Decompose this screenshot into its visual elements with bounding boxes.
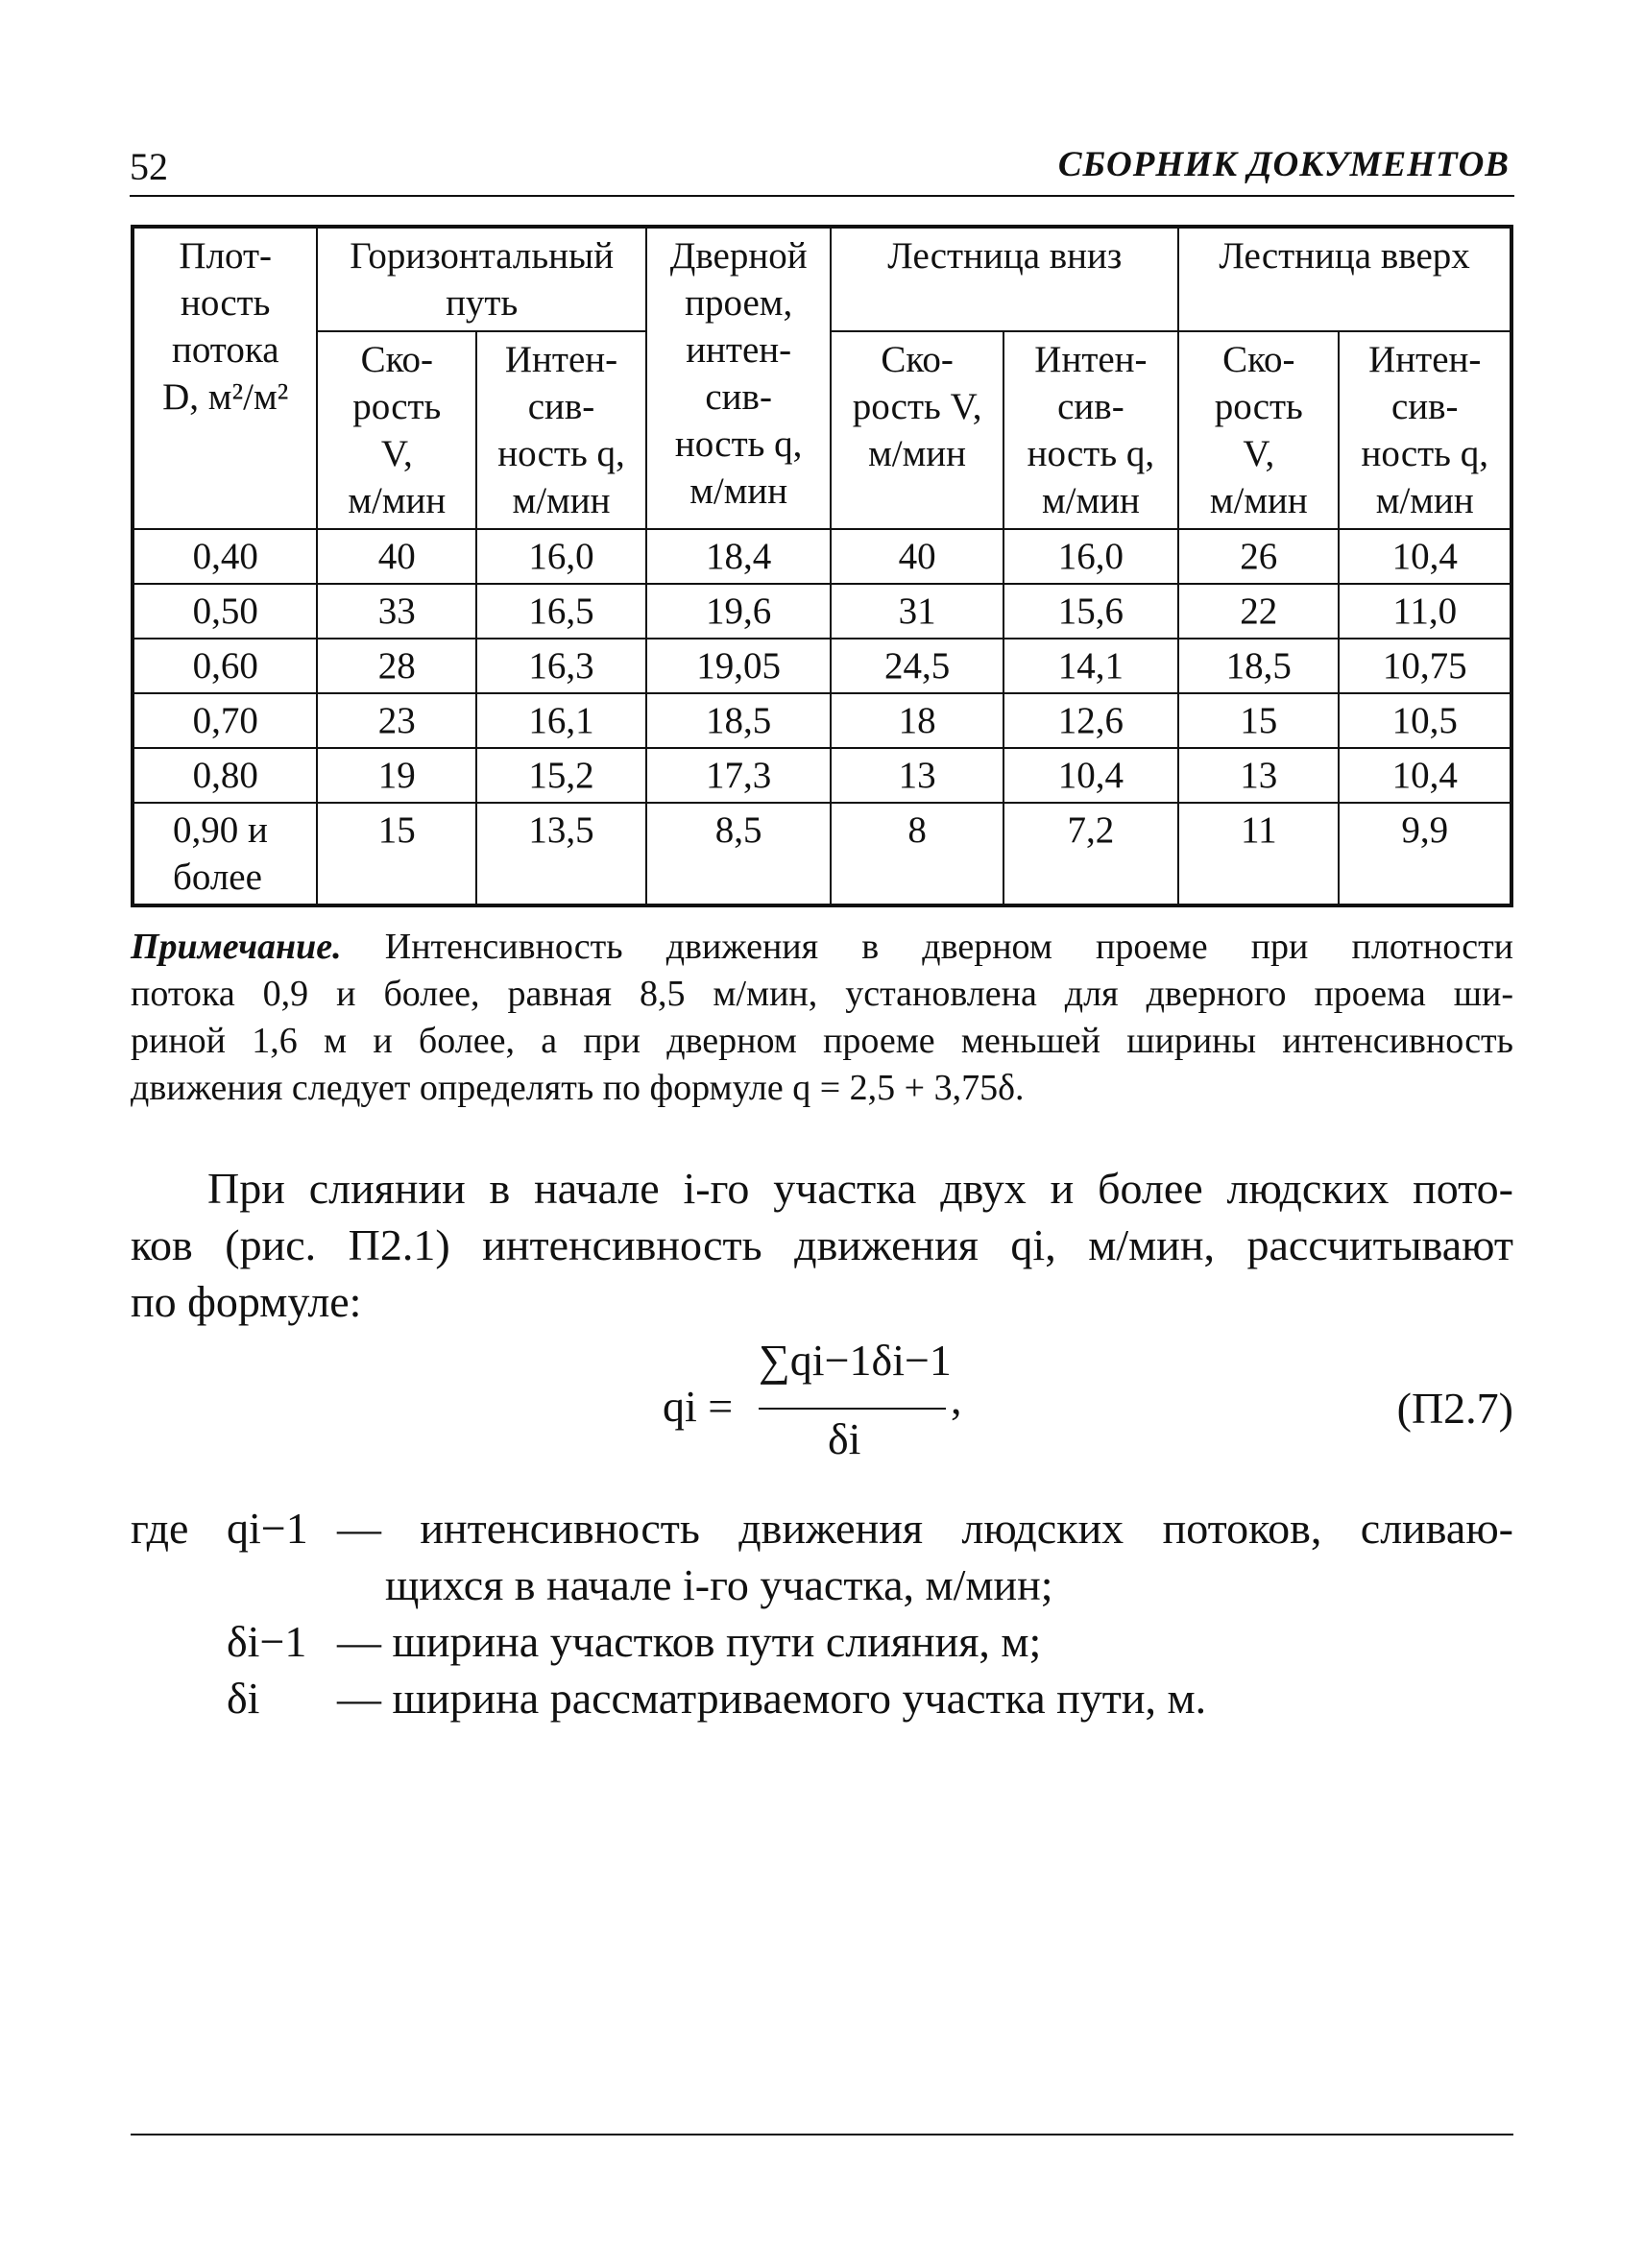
subheader-intensity-horizontal: Интен- сив- ность q, м/мин bbox=[476, 331, 646, 529]
table-cell: 33 bbox=[317, 584, 476, 639]
subheader-speed-down: Ско- рость V, м/мин bbox=[831, 331, 1003, 529]
data-table bbox=[131, 225, 1513, 907]
table-cell: 14,1 bbox=[1003, 639, 1178, 693]
table-cell: 10,4 bbox=[1339, 529, 1511, 584]
definition-symbol: qi−1 bbox=[227, 1504, 308, 1553]
formula-lhs: qi = bbox=[663, 1382, 734, 1431]
note-line: Интенсивность движения в дверном проеме при плотности bbox=[384, 927, 1514, 967]
table-cell: 19,6 bbox=[646, 584, 832, 639]
definition-symbol: δi bbox=[227, 1674, 260, 1723]
table-cell: 18,4 bbox=[646, 529, 832, 584]
table-cell: 18,5 bbox=[646, 693, 832, 748]
table-row bbox=[133, 584, 1511, 639]
table-cell: 0,40 bbox=[133, 529, 317, 584]
table-cell: 17,3 bbox=[646, 748, 832, 803]
table-cell: 8,5 bbox=[646, 803, 832, 905]
table-cell: 40 bbox=[317, 529, 476, 584]
subheader-speed-up: Ско- рость V, м/мин bbox=[1178, 331, 1339, 529]
header-stairs-up: Лестница вверх bbox=[1178, 227, 1511, 331]
definition-text: щихся в начале i-го участка, м/мин; bbox=[385, 1560, 1053, 1609]
table-cell: 16,0 bbox=[476, 529, 646, 584]
table-cell: 9,9 bbox=[1339, 803, 1511, 905]
table-cell: 16,1 bbox=[476, 693, 646, 748]
header-density: Плот- ность потока D, м²/м² bbox=[133, 227, 317, 529]
table-cell: 0,90 и более bbox=[133, 803, 317, 905]
table-cell: 18 bbox=[831, 693, 1003, 748]
paragraph-line: ков (рис. П2.1) интенсивность движения qi, м/мин, рассчитывают bbox=[131, 1220, 1513, 1269]
header-horizontal-path: Горизонтальный путь bbox=[317, 227, 645, 331]
body-paragraph bbox=[131, 1160, 1513, 1330]
table-row bbox=[133, 529, 1511, 584]
table-cell: 0,70 bbox=[133, 693, 317, 748]
footer-rule bbox=[131, 2134, 1513, 2135]
running-title: СБОРНИК ДОКУМЕНТОВ bbox=[1057, 145, 1510, 184]
definition-symbol: δi−1 bbox=[227, 1617, 307, 1666]
table-cell: 10,5 bbox=[1339, 693, 1511, 748]
table-cell: 10,75 bbox=[1339, 639, 1511, 693]
page-number: 52 bbox=[130, 145, 168, 188]
note-line: потока 0,9 и более, равная 8,5 м/мин, установлена для дверного проема ши- bbox=[131, 974, 1513, 1014]
table-cell: 15 bbox=[317, 803, 476, 905]
table-row bbox=[133, 693, 1511, 748]
table-cell: 31 bbox=[831, 584, 1003, 639]
table-cell: 15 bbox=[1178, 693, 1339, 748]
table-cell: 26 bbox=[1178, 529, 1339, 584]
table-cell: 19 bbox=[317, 748, 476, 803]
table-cell: 12,6 bbox=[1003, 693, 1178, 748]
table-cell: 13 bbox=[1178, 748, 1339, 803]
table-cell: 11,0 bbox=[1339, 584, 1511, 639]
table-cell: 10,4 bbox=[1003, 748, 1178, 803]
definition-item bbox=[131, 1500, 1513, 1609]
paragraph-line: по формуле: bbox=[131, 1277, 362, 1326]
table-cell: 23 bbox=[317, 693, 476, 748]
paragraph-line: При слиянии в начале i-го участка двух и более людских пото- bbox=[207, 1164, 1513, 1213]
subheader-intensity-up: Интен- сив- ность q, м/мин bbox=[1339, 331, 1511, 529]
table-row bbox=[133, 748, 1511, 803]
equation-number: (П2.7) bbox=[1396, 1384, 1513, 1433]
header-rule bbox=[130, 195, 1514, 197]
table-cell: 13 bbox=[831, 748, 1003, 803]
definitions-list bbox=[131, 1500, 1513, 1726]
definition-item bbox=[131, 1670, 1513, 1726]
formula-comma: , bbox=[951, 1374, 962, 1423]
table-cell: 10,4 bbox=[1339, 748, 1511, 803]
header-stairs-down: Лестница вниз bbox=[831, 227, 1178, 331]
table-cell: 15,6 bbox=[1003, 584, 1178, 639]
table-note bbox=[131, 924, 1513, 1112]
formula-denominator: δi bbox=[828, 1414, 861, 1463]
table-cell: 0,60 bbox=[133, 639, 317, 693]
table-cell: 28 bbox=[317, 639, 476, 693]
table-cell: 18,5 bbox=[1178, 639, 1339, 693]
definition-text: — ширина рассматриваемого участка пути, м. bbox=[337, 1674, 1207, 1723]
table-cell: 16,5 bbox=[476, 584, 646, 639]
table-cell: 13,5 bbox=[476, 803, 646, 905]
fraction-bar bbox=[759, 1408, 946, 1410]
table-cell: 16,0 bbox=[1003, 529, 1178, 584]
subheader-speed-horizontal: Ско- рость V, м/мин bbox=[317, 331, 476, 529]
table-cell: 40 bbox=[831, 529, 1003, 584]
table-cell: 11 bbox=[1178, 803, 1339, 905]
definition-text: — ширина участков пути слияния, м; bbox=[337, 1617, 1042, 1666]
header-door: Дверной проем, интен- сив- ность q, м/мин bbox=[646, 227, 832, 529]
table-cell: 7,2 bbox=[1003, 803, 1178, 905]
table-cell: 8 bbox=[831, 803, 1003, 905]
definition-text: — интенсивность движения людских потоков, сливаю- bbox=[337, 1504, 1513, 1553]
table-cell: 24,5 bbox=[831, 639, 1003, 693]
formula bbox=[663, 1335, 1008, 1479]
subheader-intensity-down: Интен- сив- ность q, м/мин bbox=[1003, 331, 1178, 529]
table-row bbox=[133, 803, 1511, 905]
table-cell: 22 bbox=[1178, 584, 1339, 639]
table-cell: 0,50 bbox=[133, 584, 317, 639]
table-cell: 19,05 bbox=[646, 639, 832, 693]
table-cell: 0,80 bbox=[133, 748, 317, 803]
note-line: риной 1,6 м и более, а при дверном проеме меньшей ширины интенсивность bbox=[131, 1021, 1513, 1061]
definition-prefix: где bbox=[131, 1504, 189, 1553]
table-cell: 15,2 bbox=[476, 748, 646, 803]
definition-item bbox=[131, 1613, 1513, 1670]
note-label: Примечание. bbox=[131, 927, 342, 967]
table-row bbox=[133, 639, 1511, 693]
note-line: движения следует определять по формуле q = 2,5 + 3,75δ. bbox=[131, 1068, 1025, 1108]
table-cell: 16,3 bbox=[476, 639, 646, 693]
formula-numerator: ∑qi−1δi−1 bbox=[759, 1336, 952, 1385]
